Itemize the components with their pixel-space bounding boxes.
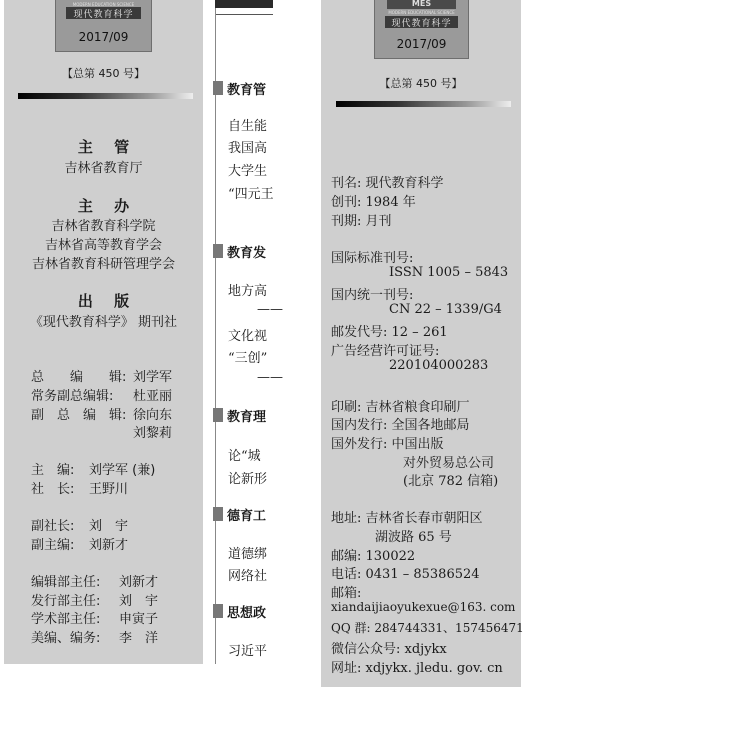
article-title: 网络社	[228, 569, 268, 584]
staff-name: 刘 宇	[119, 594, 159, 609]
info-line: 国际标准刊号:	[331, 251, 414, 266]
section-header	[213, 407, 266, 423]
zhuban-org: 吉林省教育科研管理学会	[31, 257, 175, 272]
cover-title-band	[385, 16, 458, 28]
cover-logo	[387, 0, 456, 9]
issue-number: 【总第 450 号】	[62, 67, 145, 80]
article-title: 自生能	[228, 119, 268, 134]
gradient-divider	[18, 93, 193, 99]
section-marker	[213, 408, 223, 422]
article-title: 文化视	[228, 329, 268, 344]
info-line: 湖波路 65 号	[375, 530, 452, 545]
info-line: 邮箱:	[331, 586, 362, 601]
info-line: 广告经营许可证号:	[331, 344, 440, 359]
article-title: “四元王	[228, 187, 274, 202]
contents-top-bar	[215, 0, 273, 8]
cover-subtitle: MODERN EDUCATIONAL SCIENCE	[388, 10, 455, 15]
staff-name: 李 洋	[119, 631, 159, 646]
staff-role: 总 编 辑:	[31, 370, 127, 385]
staff-role: 副社长:	[31, 519, 75, 534]
staff-role: 常务副总编辑:	[31, 389, 114, 404]
cover-logo-text: MES	[411, 0, 432, 8]
staff-role: 主 编:	[31, 463, 75, 478]
staff-name: 刘新才	[119, 575, 159, 590]
info-line: 220104000283	[389, 358, 489, 373]
section-header	[213, 243, 266, 259]
info-line: 网址: xdjykx. jledu. gov. cn	[331, 661, 503, 676]
staff-name: 申寅子	[119, 612, 159, 627]
staff-name: 刘学军	[133, 370, 173, 385]
chuban-heading: 出 版	[77, 292, 138, 310]
cover-title-band	[66, 7, 141, 19]
cover-date: 2017/09	[396, 37, 447, 51]
staff-role: 编辑部主任:	[31, 575, 101, 590]
info-line: 邮编: 130022	[331, 549, 416, 564]
article-title: 道德绑	[228, 547, 268, 562]
article-title: “三创”	[228, 351, 268, 366]
article-title: 论新形	[228, 472, 268, 487]
info-line: 对外贸易总公司	[403, 456, 495, 471]
cover-thumbnail-right	[374, 0, 469, 59]
left-masthead-panel	[4, 0, 203, 664]
staff-role: 发行部主任:	[31, 594, 101, 609]
article-title: 习近平	[228, 644, 268, 659]
info-line: 国内发行: 全国各地邮局	[331, 418, 470, 433]
cover-date: 2017/09	[78, 30, 129, 44]
article-title: 论“城	[228, 449, 261, 464]
info-line: 国内统一刊号:	[331, 288, 414, 303]
info-line: CN 22 – 1339/G4	[389, 302, 502, 317]
info-line: xiandaijiaoyukexue@163. com	[331, 600, 516, 614]
section-label: 德育工	[227, 508, 267, 524]
article-title: ——	[257, 302, 283, 317]
info-line: 印刷: 吉林省粮食印刷厂	[331, 400, 470, 415]
section-header	[213, 506, 266, 522]
info-line: QQ 群: 284744331、157456471	[331, 621, 524, 635]
zhuguan-heading: 主 管	[77, 138, 138, 156]
info-line: 创刊: 1984 年	[331, 195, 416, 210]
staff-role: 副主编:	[31, 538, 75, 553]
info-line: 电话: 0431 – 85386524	[331, 567, 480, 582]
issue-number: 【总第 450 号】	[379, 77, 463, 90]
info-line: 国外发行: 中国出版	[331, 437, 444, 452]
chuban-org: 《现代教育科学》 期刊社	[29, 315, 178, 330]
section-header	[213, 603, 266, 619]
staff-role: 学术部主任:	[31, 612, 101, 627]
cover-thumbnail-left	[55, 0, 152, 52]
staff-role: 美编、编务:	[31, 631, 101, 646]
staff-role: 副 总 编 辑:	[31, 408, 127, 423]
article-title: 地方高	[228, 284, 268, 299]
contents-top-rule	[215, 14, 273, 15]
staff-name: 刘新才	[89, 538, 129, 553]
section-label: 教育理	[227, 409, 267, 425]
staff-name: 杜亚丽	[133, 389, 173, 404]
article-title: ——	[257, 370, 283, 385]
staff-name: 徐向东	[133, 408, 173, 423]
section-marker	[213, 81, 223, 95]
staff-name: 王野川	[89, 482, 129, 497]
contents-column	[203, 0, 283, 664]
cover-subtitle: MODERN EDUCATION SCIENCE	[72, 2, 135, 7]
staff-name: 刘黎莉	[133, 426, 173, 441]
gradient-divider	[336, 101, 511, 107]
section-label: 教育发	[227, 245, 267, 261]
info-line: 地址: 吉林省长春市朝阳区	[331, 511, 483, 526]
section-header	[213, 80, 266, 96]
zhuban-heading: 主 办	[77, 197, 138, 215]
cover-title: 现代教育科学	[391, 18, 452, 29]
article-title: 我国高	[228, 141, 268, 156]
info-line: 微信公众号: xdjykx	[331, 642, 447, 657]
right-info-panel	[321, 0, 524, 687]
section-label: 思想政	[227, 605, 267, 621]
info-line: ISSN 1005 – 5843	[389, 265, 509, 280]
article-title: 大学生	[228, 164, 268, 179]
section-marker	[213, 507, 223, 521]
cover-title: 现代教育科学	[73, 9, 134, 20]
info-line: 刊期: 月刊	[331, 214, 392, 229]
info-line: (北京 782 信箱)	[403, 474, 499, 489]
section-marker	[213, 604, 223, 618]
contents-rule	[215, 8, 216, 664]
zhuban-org: 吉林省高等教育学会	[44, 238, 162, 253]
zhuban-org: 吉林省教育科学院	[51, 219, 156, 234]
info-line: 邮发代号: 12 – 261	[331, 325, 448, 340]
section-label: 教育管	[227, 82, 267, 98]
zhuguan-org: 吉林省教育厅	[64, 161, 143, 176]
info-line: 刊名: 现代教育科学	[331, 176, 444, 191]
staff-name: 刘学军 (兼)	[89, 463, 156, 478]
staff-role: 社 长:	[31, 482, 75, 497]
staff-name: 刘 宇	[89, 519, 129, 534]
section-marker	[213, 244, 223, 258]
